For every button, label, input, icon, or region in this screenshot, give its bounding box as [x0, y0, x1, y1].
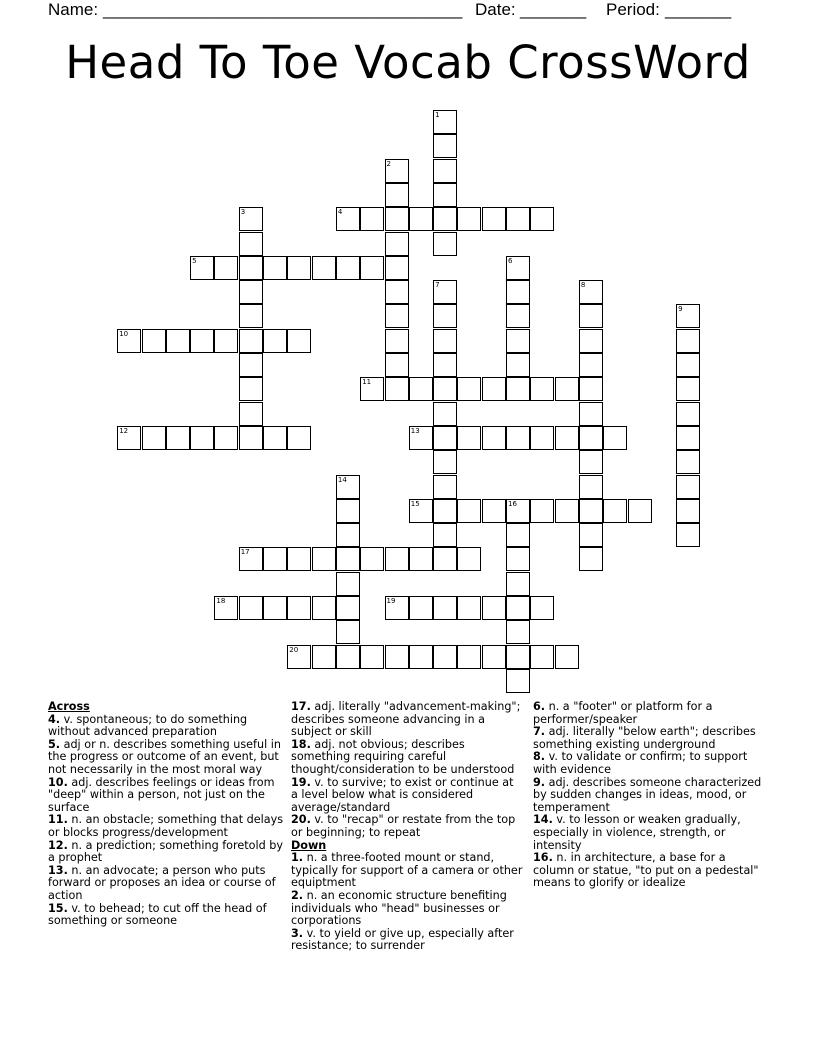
grid-cell[interactable]: [506, 280, 530, 304]
grid-cell[interactable]: [433, 207, 457, 231]
clue-number: 1: [435, 111, 440, 119]
grid-cell[interactable]: [506, 620, 530, 644]
grid-cell[interactable]: [433, 280, 457, 304]
grid-cell[interactable]: [676, 475, 700, 499]
grid-cell[interactable]: [433, 134, 457, 158]
grid-cell[interactable]: [506, 523, 530, 547]
grid-cell[interactable]: [336, 596, 360, 620]
across-clue: [48, 777, 284, 815]
grid-cell[interactable]: [385, 645, 409, 669]
clues-column-1: [48, 701, 284, 928]
grid-cell[interactable]: [676, 353, 700, 377]
clue-number: 13: [410, 426, 420, 435]
grid-cell[interactable]: [433, 426, 457, 450]
grid-cell[interactable]: [409, 426, 433, 450]
clues-column-3: [533, 701, 769, 890]
grid-cell[interactable]: [287, 596, 311, 620]
grid-cell[interactable]: [579, 304, 603, 328]
grid-cell[interactable]: [312, 256, 336, 280]
across-clue: [291, 701, 523, 739]
grid-cell[interactable]: [336, 620, 360, 644]
name-field[interactable]: ______________________________________: [103, 0, 463, 19]
grid-cell[interactable]: [360, 207, 384, 231]
period-field[interactable]: _______: [665, 0, 732, 19]
grid-cell[interactable]: [676, 304, 700, 328]
grid-cell[interactable]: [628, 499, 652, 523]
grid-cell[interactable]: [336, 499, 360, 523]
grid-cell[interactable]: [117, 329, 141, 353]
clue-num: 18.: [291, 737, 311, 751]
grid-cell[interactable]: [190, 329, 214, 353]
down-clue: [291, 852, 523, 890]
grid-cell[interactable]: [676, 499, 700, 523]
grid-cell[interactable]: [239, 304, 263, 328]
grid-cell[interactable]: [385, 329, 409, 353]
grid-cell[interactable]: [555, 426, 579, 450]
grid-cell[interactable]: [385, 183, 409, 207]
grid-cell[interactable]: [555, 645, 579, 669]
grid-cell[interactable]: [433, 645, 457, 669]
grid-cell[interactable]: [506, 256, 530, 280]
grid-cell[interactable]: [457, 645, 481, 669]
grid-cell[interactable]: [287, 547, 311, 571]
grid-cell[interactable]: [360, 547, 384, 571]
grid-cell[interactable]: [579, 547, 603, 571]
grid-cell[interactable]: [336, 523, 360, 547]
clue-num: 14.: [533, 813, 553, 827]
grid-cell[interactable]: [409, 547, 433, 571]
grid-cell[interactable]: [360, 377, 384, 401]
clue-text: v. to validate or confirm; to support with evidence: [533, 750, 748, 776]
grid-cell[interactable]: [579, 523, 603, 547]
grid-cell[interactable]: [214, 329, 238, 353]
grid-cell[interactable]: [117, 426, 141, 450]
grid-cell[interactable]: [530, 596, 554, 620]
clue-number: 10: [119, 329, 129, 338]
grid-cell[interactable]: [482, 596, 506, 620]
grid-cell[interactable]: [433, 450, 457, 474]
down-heading: Down: [291, 838, 327, 852]
grid-cell[interactable]: [506, 353, 530, 377]
grid-cell[interactable]: [409, 596, 433, 620]
grid-cell[interactable]: [579, 280, 603, 304]
grid-cell[interactable]: [506, 669, 530, 693]
grid-cell[interactable]: [190, 426, 214, 450]
grid-cell[interactable]: [385, 547, 409, 571]
grid-cell[interactable]: [433, 402, 457, 426]
across-clue: [48, 814, 284, 839]
clue-text: n. in architecture, a base for a column or statue, "to put on a pedestal" means to glorify or idealize: [533, 851, 759, 890]
grid-cell[interactable]: [409, 207, 433, 231]
grid-cell[interactable]: [214, 256, 238, 280]
grid-cell[interactable]: [433, 377, 457, 401]
grid-cell[interactable]: [506, 499, 530, 523]
clue-number: 9: [678, 305, 683, 314]
grid-cell[interactable]: [312, 547, 336, 571]
grid-cell[interactable]: [433, 547, 457, 571]
grid-cell[interactable]: [433, 329, 457, 353]
across-clue: [48, 865, 284, 903]
grid-cell[interactable]: [287, 329, 311, 353]
clue-text: v. to behead; to cut off the head of something or someone: [48, 901, 267, 928]
grid-cell[interactable]: [579, 499, 603, 523]
grid-cell[interactable]: [409, 377, 433, 401]
grid-cell[interactable]: [336, 475, 360, 499]
clue-number: 17: [240, 548, 250, 557]
grid-cell[interactable]: [457, 207, 481, 231]
grid-cell[interactable]: [506, 329, 530, 353]
grid-cell[interactable]: [214, 426, 238, 450]
across-clue-list: [48, 714, 284, 928]
grid-cell[interactable]: [239, 402, 263, 426]
across-clue: [48, 739, 284, 777]
clue-text: n. an obstacle; something that delays or blocks progress/development: [48, 813, 284, 839]
grid-cell[interactable]: [579, 450, 603, 474]
grid-cell[interactable]: [433, 499, 457, 523]
grid-cell[interactable]: [676, 426, 700, 450]
clue-num: 19.: [291, 775, 311, 789]
clue-num: 15.: [48, 901, 68, 915]
clue-num: 16.: [533, 851, 553, 865]
grid-cell[interactable]: [433, 353, 457, 377]
grid-cell[interactable]: [239, 329, 263, 353]
grid-cell[interactable]: [142, 426, 166, 450]
across-clue: [48, 903, 284, 928]
clue-num: 11.: [48, 813, 68, 827]
date-label: Date:: [475, 0, 516, 19]
grid-cell[interactable]: [336, 572, 360, 596]
clue-text: v. to "recap" or restate from the top or beginning; to repeat: [291, 813, 516, 839]
grid-cell[interactable]: [506, 645, 530, 669]
grid-cell[interactable]: [482, 645, 506, 669]
grid-cell[interactable]: [239, 426, 263, 450]
clue-num: 5.: [48, 737, 61, 751]
grid-cell[interactable]: [506, 547, 530, 571]
down-clue: [291, 890, 523, 928]
clue-number: 16: [508, 499, 517, 508]
grid-cell[interactable]: [530, 645, 554, 669]
grid-cell[interactable]: [142, 329, 166, 353]
grid-cell[interactable]: [336, 256, 360, 280]
grid-cell[interactable]: [336, 645, 360, 669]
grid-cell[interactable]: [579, 475, 603, 499]
clue-number: 20: [289, 645, 299, 654]
clue-number: 18: [216, 597, 226, 605]
grid-cell[interactable]: [263, 256, 287, 280]
grid-cell[interactable]: [579, 329, 603, 353]
grid-cell[interactable]: [457, 596, 481, 620]
clue-text: adj or n. describes something useful in the progress or outcome of an event, but not necessarily in the most moral way: [48, 737, 281, 776]
grid-cell[interactable]: [676, 377, 700, 401]
grid-cell[interactable]: [190, 256, 214, 280]
grid-cell[interactable]: [385, 280, 409, 304]
clue-number: 7: [435, 281, 440, 290]
grid-cell[interactable]: [385, 377, 409, 401]
grid-cell[interactable]: [263, 426, 287, 450]
grid-cell[interactable]: [385, 232, 409, 256]
clue-text: adj. literally "advancement-making"; describes someone advancing in a subject or skill: [291, 700, 521, 739]
clue-text: n. an economic structure benefiting individuals who "head" businesses or corporations: [291, 888, 507, 928]
grid-cell[interactable]: [530, 207, 554, 231]
grid-cell[interactable]: [457, 426, 481, 450]
grid-cell[interactable]: [676, 450, 700, 474]
grid-cell[interactable]: [676, 523, 700, 547]
clue-text: adj. not obvious; describes something requiring careful thought/consideration to be understood: [291, 737, 515, 776]
grid-cell[interactable]: [433, 159, 457, 183]
grid-cell[interactable]: [385, 596, 409, 620]
across-clue: [291, 777, 523, 815]
clue-text: adj. describes someone characterized by sudden changes in ideas, mood, or temperament: [533, 775, 762, 814]
grid-cell[interactable]: [336, 547, 360, 571]
clue-num: 1.: [291, 851, 304, 865]
clue-text: adj. literally "below earth"; describes something existing underground: [533, 725, 756, 751]
clue-number: 19: [386, 597, 396, 605]
grid-cell[interactable]: [239, 353, 263, 377]
grid-cell[interactable]: [579, 377, 603, 401]
grid-cell[interactable]: [239, 256, 263, 280]
grid-cell[interactable]: [166, 426, 190, 450]
grid-cell[interactable]: [312, 645, 336, 669]
down-clue: [291, 928, 523, 953]
grid-cell[interactable]: [360, 645, 384, 669]
down-clue: [533, 814, 769, 852]
clue-num: 4.: [48, 712, 61, 726]
clue-number: 12: [119, 426, 129, 435]
grid-cell[interactable]: [603, 426, 627, 450]
grid-cell[interactable]: [530, 426, 554, 450]
across-heading: Across: [48, 700, 90, 713]
grid-cell[interactable]: [312, 596, 336, 620]
clue-text: v. spontaneous; to do something without advanced preparation: [48, 712, 248, 739]
grid-cell[interactable]: [263, 596, 287, 620]
clue-num: 8.: [533, 750, 546, 764]
page-title: Head To Toe Vocab CrossWord: [65, 36, 751, 89]
grid-cell[interactable]: [385, 353, 409, 377]
grid-cell[interactable]: [433, 596, 457, 620]
grid-cell[interactable]: [409, 499, 433, 523]
across-clue: [291, 739, 523, 777]
grid-cell[interactable]: [336, 207, 360, 231]
clue-num: 7.: [533, 725, 546, 739]
grid-cell[interactable]: [239, 596, 263, 620]
clue-num: 9.: [533, 775, 546, 789]
clue-text: v. to lesson or weaken gradually, especially in violence, strength, or intensity: [533, 813, 741, 852]
grid-cell[interactable]: [579, 426, 603, 450]
grid-cell[interactable]: [676, 402, 700, 426]
grid-cell[interactable]: [579, 402, 603, 426]
grid-cell[interactable]: [506, 377, 530, 401]
grid-cell[interactable]: [579, 353, 603, 377]
grid-cell[interactable]: [433, 475, 457, 499]
grid-cell[interactable]: [506, 207, 530, 231]
clue-text: adj. describes feelings or ideas from "deep" within a person, not just on the surface: [48, 775, 275, 814]
grid-cell[interactable]: [263, 329, 287, 353]
grid-cell[interactable]: [555, 377, 579, 401]
grid-cell[interactable]: [482, 426, 506, 450]
grid-cell[interactable]: [457, 377, 481, 401]
down-clue: [533, 726, 769, 751]
across-clue: [291, 814, 523, 839]
clue-num: 17.: [291, 700, 311, 713]
clue-number: 15: [410, 499, 420, 508]
across-clue: [48, 840, 284, 865]
clue-text: v. to survive; to exist or continue at a level below what is considered average/standard: [291, 775, 514, 814]
down-clue-list: [291, 852, 523, 953]
grid-cell[interactable]: [433, 304, 457, 328]
period-label: Period:: [606, 0, 660, 19]
clue-number: 2: [386, 159, 391, 168]
grid-cell[interactable]: [676, 329, 700, 353]
grid-cell[interactable]: [385, 159, 409, 183]
down-clue-list-continued: [533, 701, 769, 890]
grid-cell[interactable]: [457, 547, 481, 571]
name-label: Name:: [48, 0, 99, 19]
grid-cell[interactable]: [166, 329, 190, 353]
clue-number: 11: [362, 378, 372, 387]
clue-text: n. a three-footed mount or stand, typically for support of a camera or other equiptment: [291, 851, 523, 890]
grid-cell[interactable]: [506, 426, 530, 450]
clue-num: 3.: [291, 926, 304, 940]
grid-cell[interactable]: [239, 207, 263, 231]
across-clue: [48, 714, 284, 739]
clue-num: 13.: [48, 863, 68, 877]
grid-cell[interactable]: [214, 596, 238, 620]
grid-cell[interactable]: [482, 377, 506, 401]
across-clue-list-continued: [291, 701, 523, 840]
grid-cell[interactable]: [239, 280, 263, 304]
grid-cell[interactable]: [482, 207, 506, 231]
grid-cell[interactable]: [239, 377, 263, 401]
clues-column-2: [291, 701, 523, 953]
clue-number: 8: [580, 281, 586, 290]
date-field[interactable]: _______: [520, 0, 587, 19]
grid-cell[interactable]: [239, 547, 263, 571]
grid-cell[interactable]: [433, 110, 457, 134]
clue-num: 10.: [48, 775, 68, 789]
grid-cell[interactable]: [409, 645, 433, 669]
grid-cell[interactable]: [287, 426, 311, 450]
down-clue: [533, 777, 769, 815]
grid-cell[interactable]: [482, 499, 506, 523]
grid-cell[interactable]: [287, 256, 311, 280]
grid-cell[interactable]: [530, 377, 554, 401]
grid-cell[interactable]: [603, 499, 627, 523]
clue-number: 3: [240, 208, 246, 217]
grid-cell[interactable]: [433, 183, 457, 207]
clue-number: 4: [337, 208, 343, 217]
grid-cell[interactable]: [433, 232, 457, 256]
grid-cell[interactable]: [385, 256, 409, 280]
grid-cell[interactable]: [506, 596, 530, 620]
clue-text: n. a "footer" or platform for a performer/speaker: [533, 700, 713, 726]
clue-num: 12.: [48, 838, 68, 852]
clue-text: v. to yield or give up, especially after resistance; to surrender: [291, 926, 514, 953]
down-clue: [533, 701, 769, 726]
grid-cell[interactable]: [506, 304, 530, 328]
clue-text: n. a prediction; something foretold by a prophet: [48, 838, 283, 865]
grid-cell[interactable]: [287, 645, 311, 669]
grid-cell[interactable]: [385, 207, 409, 231]
grid-cell[interactable]: [530, 499, 554, 523]
grid-cell[interactable]: [506, 572, 530, 596]
clue-number: 6: [508, 256, 513, 265]
grid-cell[interactable]: [555, 499, 579, 523]
clue-number: 14: [337, 475, 347, 484]
grid-cell[interactable]: [457, 499, 481, 523]
grid-cell[interactable]: [433, 523, 457, 547]
clue-number: 5: [192, 256, 197, 265]
clue-num: 6.: [533, 700, 546, 713]
grid-cell[interactable]: [239, 232, 263, 256]
grid-cell[interactable]: [263, 547, 287, 571]
down-clue: [533, 751, 769, 776]
clue-num: 2.: [291, 888, 304, 902]
clue-text: n. an advocate; a person who puts forward or proposes an idea or course of action: [48, 863, 276, 902]
clue-num: 20.: [291, 813, 311, 827]
grid-cell[interactable]: [385, 304, 409, 328]
down-clue: [533, 852, 769, 890]
grid-cell[interactable]: [360, 256, 384, 280]
